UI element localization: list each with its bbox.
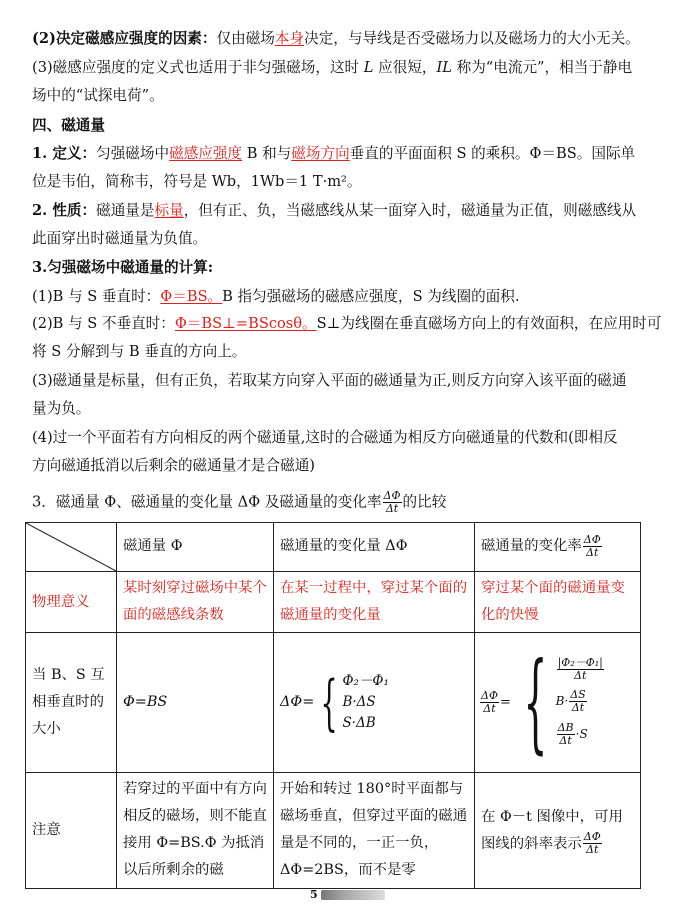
- diagonal-line: [26, 523, 116, 571]
- calc-item-4-line-1: (4)过一个平面若有方向相反的两个磁通量,这时的合磁通为相反方向磁通量的代数和(即相反: [32, 429, 618, 446]
- perp-change-case-3: S·ΔB: [342, 715, 376, 731]
- perp-flux-change: [274, 633, 475, 773]
- header-flux: 磁通量 Φ: [117, 523, 274, 572]
- perp-rate-case-2-denominator: Δt: [571, 701, 585, 714]
- meaning-label: 物理意义: [26, 572, 117, 633]
- calc-item-3-line-2: 量为负。: [32, 400, 91, 417]
- definition-line-2: 位是韦伯，简称韦，符号是 Wb，1Wb＝1 T·m²。: [32, 173, 362, 190]
- perp-rate-lhs-fraction: [480, 690, 499, 715]
- para-2-red-a: 本身: [274, 30, 305, 47]
- property-text-a: 磁通量是: [96, 202, 155, 219]
- note-flux: 若穿过的平面中有方向相反的磁场，则不能直接用 Φ=BS.Φ 为抵消以后所剩余的磁: [117, 773, 274, 889]
- para-3-text-c: 称为“电流元”，相当于静电: [451, 59, 633, 76]
- header-rate-fraction: [583, 534, 602, 559]
- meaning-flux-rate: 穿过某个面的磁通量变化的快慢: [475, 572, 641, 633]
- definition-lead: 1. 定义：: [32, 145, 97, 162]
- definition-red-b: 磁场方向: [291, 145, 350, 162]
- perp-flux-rate: [475, 633, 641, 773]
- para-3-line-2: 场中的“试探电荷”。: [32, 87, 164, 104]
- note-rate-denominator: Δt: [586, 843, 599, 856]
- left-brace-icon: {: [320, 667, 338, 738]
- header-flux-change: 磁通量的变化量 ΔΦ: [274, 523, 475, 572]
- perp-rate-cases: [556, 657, 605, 748]
- perp-label: 当 B、S 互相垂直时的大小: [26, 633, 117, 773]
- perp-rate-case-2-numerator: ΔS: [570, 688, 586, 701]
- header-rate-numerator: ΔΦ: [583, 532, 601, 546]
- perp-change-lhs: ΔΦ=: [280, 694, 315, 710]
- meaning-flux: 某时刻穿过磁场中某个面的磁感线条数: [117, 572, 274, 633]
- calc-item-1-text-b: B 指匀强磁场的磁感应强度，S 为线圈的面积.: [222, 288, 520, 305]
- property-red-a: 标量: [154, 202, 184, 219]
- perp-rate-formula: $\frac{\Delta\Phi}{\Delta t}$ = { $\frac{\text{|Φ₂－Φ₁|}}{\Delta t}$ B· $\frac{\Delta S}{\Delta t}$ $\frac{\Delta B}{\Delta t}$ ·S: [481, 639, 603, 765]
- definition-text-b: B 和与: [242, 145, 292, 162]
- property-line-1: [32, 201, 636, 221]
- para-3-symbol-il: IL: [436, 59, 452, 76]
- compare-title-text-b: 的比较: [402, 493, 447, 511]
- perp-rate-lhs-numerator: ΔΦ: [481, 689, 498, 702]
- left-brace-icon: {: [523, 639, 548, 765]
- definition-text-c: 垂直的平面面积 S 的乘积。Φ＝BS。国际单: [349, 145, 636, 162]
- para-2-text-b: 决定，与导线是否受磁场力以及磁场力的大小无关。: [304, 30, 640, 47]
- property-line-2: 此面穿出时磁通量为负值。: [32, 230, 208, 247]
- calc-item-3-line-1: (3)磁通量是标量，但有正负，若取某方向穿入平面的磁通量为正,则反方向穿入该平面的磁通: [32, 372, 627, 389]
- calc-item-2-text-b: S⊥为线圈在垂直磁场方向上的有效面积，在应用时可: [316, 315, 662, 332]
- comparison-table: [25, 522, 641, 889]
- perp-change-case-2: B·ΔS: [342, 694, 376, 710]
- compare-title: [32, 490, 446, 515]
- perp-change-cases: [342, 671, 388, 734]
- header-rate-denominator: Δt: [586, 545, 599, 559]
- calc-title: 3.匀强磁场中磁通量的计算:: [32, 259, 214, 276]
- compare-fraction-numerator: ΔΦ: [383, 489, 401, 502]
- table-row-perpendicular: [26, 633, 641, 773]
- header-flux-rate: [475, 523, 641, 572]
- calc-item-1-red: Φ＝BS。: [160, 288, 223, 305]
- perp-change-case-1: Φ₂－Φ₁: [342, 673, 389, 689]
- property-lead: 2. 性质：: [32, 202, 97, 219]
- perp-rate-case-3-numerator: ΔB: [557, 721, 574, 734]
- section-4-title: 四、磁通量: [32, 117, 105, 134]
- perp-rate-case-3-suffix: ·S: [575, 727, 588, 741]
- table-row-meaning: [26, 572, 641, 633]
- note-flux-change: 开始和转过 180°时平面都与磁场垂直，但穿过平面的磁通量是不同的，一正一负，ΔΦ=2BS，而不是零: [274, 773, 475, 889]
- perp-rate-lhs-denominator: Δt: [483, 702, 496, 715]
- perp-rate-case-3: [556, 721, 605, 748]
- compare-title-text-a: 3．磁通量 Φ、磁通量的变化量 ΔΦ 及磁通量的变化率: [32, 493, 382, 511]
- perp-flux: Φ=BS: [117, 633, 274, 773]
- note-flux-rate: [475, 773, 641, 889]
- header-flux-rate-label: 磁通量的变化率: [481, 538, 582, 554]
- calc-item-1: [32, 287, 519, 307]
- calc-item-2: [32, 314, 661, 334]
- page-number: 5: [310, 888, 318, 901]
- perp-change-formula: [280, 667, 468, 738]
- perp-rate-case-2-prefix: B·: [555, 694, 569, 708]
- property-text-b: ，但有正、负，当磁感线从某一面穿入时，磁通量为正值，则磁感线从: [183, 202, 637, 219]
- para-3-text-a: (3)磁感应强度的定义式也适用于非匀强磁场，这时: [32, 59, 364, 76]
- definition-text-a: 匀强磁场中: [96, 145, 170, 162]
- page-footer: [310, 888, 385, 901]
- perp-rate-case-3-fraction: [557, 722, 575, 747]
- watermark-icon: [321, 890, 385, 900]
- note-rate-fraction: [583, 831, 602, 856]
- calc-item-4-line-2: 方向磁通抵消以后剩余的磁通量才是合磁通): [32, 457, 315, 474]
- perp-rate-case-3-denominator: Δt: [559, 734, 572, 747]
- calc-item-2-line-2: 将 S 分解到与 B 垂直的方向上。: [32, 343, 247, 360]
- perp-rate-case-1-denominator: Δt: [574, 669, 587, 682]
- para-2-text-a: 仅由磁场: [216, 30, 275, 47]
- perp-rate-case-2: [556, 688, 605, 715]
- definition-line-1: [32, 144, 635, 164]
- meaning-flux-change: 在某一过程中，穿过某个面的磁通量的变化量: [274, 572, 475, 633]
- definition-red-a: 磁感应强度: [169, 145, 243, 162]
- para-3-line-1: [32, 58, 632, 78]
- note-label: 注意: [26, 773, 117, 889]
- perp-rate-case-2-fraction: [569, 689, 586, 714]
- compare-title-fraction: [383, 490, 402, 515]
- calc-item-2-red: Φ＝BS⊥=BScosθ。: [174, 315, 317, 332]
- para-3-text-b: 应很短，: [373, 59, 437, 76]
- note-rate-numerator: ΔΦ: [583, 830, 601, 843]
- para-3-symbol-l: L: [363, 59, 374, 76]
- calc-item-1-text-a: (1)B 与 S 垂直时：: [32, 288, 161, 305]
- calc-item-2-text-a: (2)B 与 S 不垂直时：: [32, 315, 175, 332]
- compare-fraction-denominator: Δt: [385, 502, 399, 515]
- perp-rate-case-1: [557, 657, 604, 682]
- para-2-lead: (2)决定磁感应强度的因素：: [32, 30, 217, 47]
- note-rate-text: 在 Φ－t 图像中，可用图线的斜率表示: [481, 808, 623, 852]
- para-2: [32, 29, 640, 49]
- table-row-note: [26, 773, 641, 889]
- perp-rate-case-1-numerator: |Φ₂－Φ₁|: [557, 656, 603, 669]
- header-corner-cell: [26, 523, 117, 572]
- table-header-row: [26, 523, 641, 572]
